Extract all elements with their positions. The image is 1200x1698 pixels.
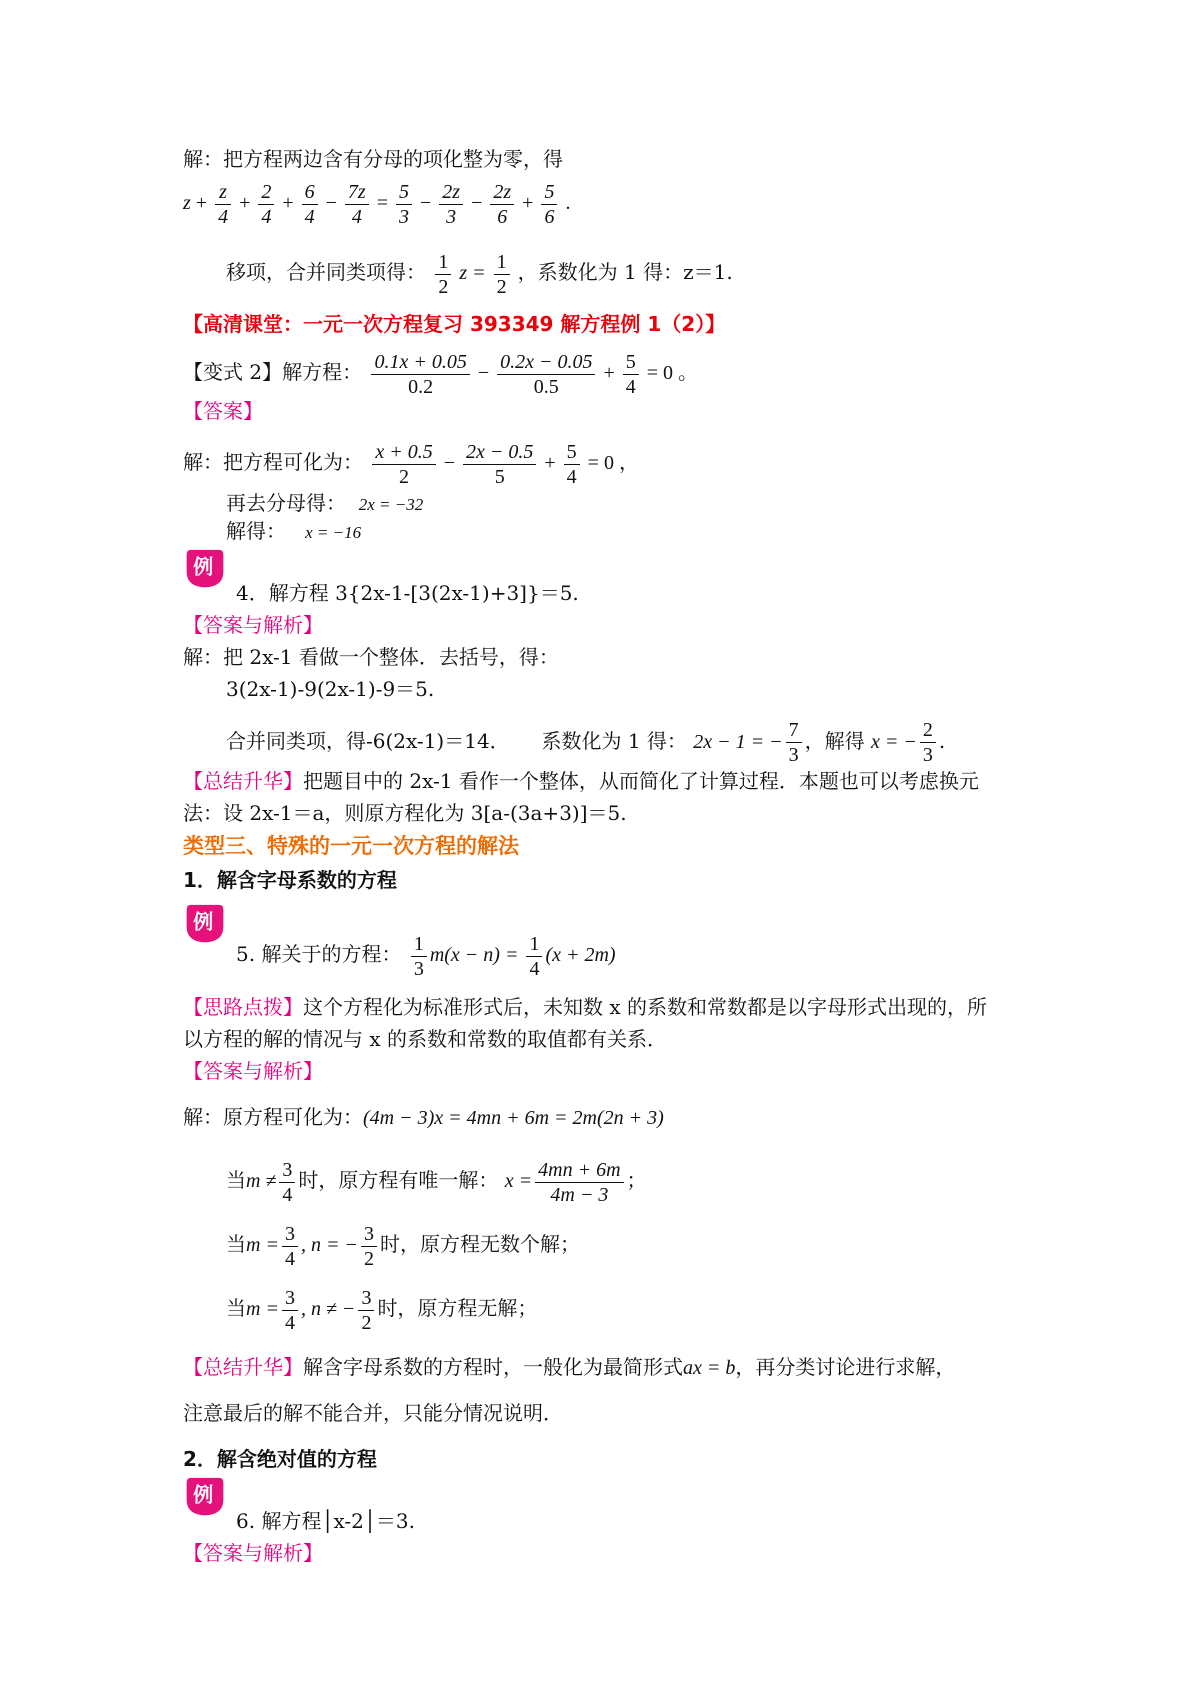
answer-analysis-tag: 【答案与解析】 <box>183 613 323 637</box>
case-unique-solution: 当m ≠ $\frac{3}{4}$ 时，原方程有唯一解： x = $\frac{4mn + 6m}{4m - 3}$ ； <box>226 1159 647 1206</box>
hint: 【思路点拨】这个方程化为标准形式后，未知数 x 的系数和常数都是以字母形式出现的，所 <box>183 995 987 1019</box>
case-infinite-solutions: 当m = $\frac{3}{4}$ , n = − $\frac{3}{2}$ 时，原方程无数个解； <box>226 1223 580 1270</box>
summary-2-line-2: 注意最后的解不能合并，只能分情况说明． <box>183 1401 563 1425</box>
summary-1: 【总结升华】把题目中的 2x-1 看作一个整体，从而简化了计算过程．本题也可以考虑换元 <box>183 769 979 793</box>
clear-denominators: 再去分母得： 2x = −32 <box>226 491 424 515</box>
svg-text:例: 例 <box>193 909 214 934</box>
svg-text:例: 例 <box>193 1482 214 1507</box>
example-4-step-3: 合并同类项，得-6(2x-1)＝14． 系数化为 1 得： 2x − 1 = − $\frac{7}{3}$ ，解得 x = − $\frac{2}{3}$ . <box>226 719 946 766</box>
equation-expanded: z + $\frac{z}{4}$ + $\frac{2}{4}$ + $\frac{6}{4}$ − $\frac{7z}{4}$ = $\frac{5}{3}$ − $\frac{2z}{3}$ − $\frac{2z}{6}$ + $\frac{5}{6}$ . <box>183 181 571 228</box>
example-5-rewrite: 解：原方程可化为：(4m − 3)x = 4mn + 6m = 2m(2n + 3) <box>183 1105 664 1129</box>
example-badge-icon <box>183 548 227 592</box>
example-4-step-2: 3(2x-1)-9(2x-1)-9＝5. <box>226 677 435 701</box>
solve-result: 解得： x = −16 <box>226 519 362 543</box>
lecture-heading: 【高清课堂：一元一次方程复习 393349 解方程例 1（2）】 <box>183 312 726 336</box>
answer-analysis-tag: 【答案与解析】 <box>183 1541 323 1565</box>
variant-2-problem: 【变式 2】解方程： $\frac{0.1x + 0.05}{0.2}$ − $\frac{0.2x - 0.05}{0.5}$ + $\frac{5}{4}$ = 0 。 <box>183 351 699 398</box>
example-6-problem: 6. 解方程│x-2│＝3. <box>236 1509 416 1533</box>
summary-2: 【总结升华】解含字母系数的方程时，一般化为最简形式ax = b，再分类讨论进行求解， <box>183 1355 956 1379</box>
case-no-solution: 当m = $\frac{3}{4}$ , n ≠ − $\frac{3}{2}$ 时，原方程无解； <box>226 1287 538 1334</box>
answer-analysis-tag: 【答案与解析】 <box>183 1059 323 1083</box>
answer-tag: 【答案】 <box>183 399 263 423</box>
example-4-step-1: 解：把 2x-1 看做一个整体．去括号，得： <box>183 645 559 669</box>
solution-rewrite: 解：把方程可化为： $\frac{x + 0.5}{2}$ − $\frac{2x - 0.5}{5}$ + $\frac{5}{4}$ = 0 ， <box>183 441 639 488</box>
svg-text:例: 例 <box>193 554 214 579</box>
example-badge-icon <box>183 1476 227 1520</box>
hint-line-2: 以方程的解的情况与 x 的系数和常数的取值都有关系． <box>183 1027 667 1051</box>
solution-intro: 解：把方程两边含有分母的项化整为零，得 <box>183 147 563 171</box>
example-badge-icon <box>183 903 227 947</box>
subsection-absolute-value: 2．解含绝对值的方程 <box>183 1447 377 1471</box>
subsection-letter-coefficients: 1．解含字母系数的方程 <box>183 868 397 892</box>
combine-like-terms: 移项，合并同类项得： $\frac{1}{2}$ z = $\frac{1}{2}$ ，系数化为 1 得：z＝1. <box>226 251 733 298</box>
example-4-problem: 4．解方程 3{2x-1-[3(2x-1)+3]}＝5. <box>236 581 579 605</box>
summary-1-line-2: 法：设 2x-1＝a，则原方程化为 3[a-(3a+3)]＝5. <box>183 801 627 825</box>
example-5-problem: 5. 解关于的方程： $\frac{1}{3}$ m(x − n) = $\frac{1}{4}$ (x + 2m) <box>236 933 616 980</box>
section-heading-type-3: 类型三、特殊的一元一次方程的解法 <box>183 834 519 858</box>
